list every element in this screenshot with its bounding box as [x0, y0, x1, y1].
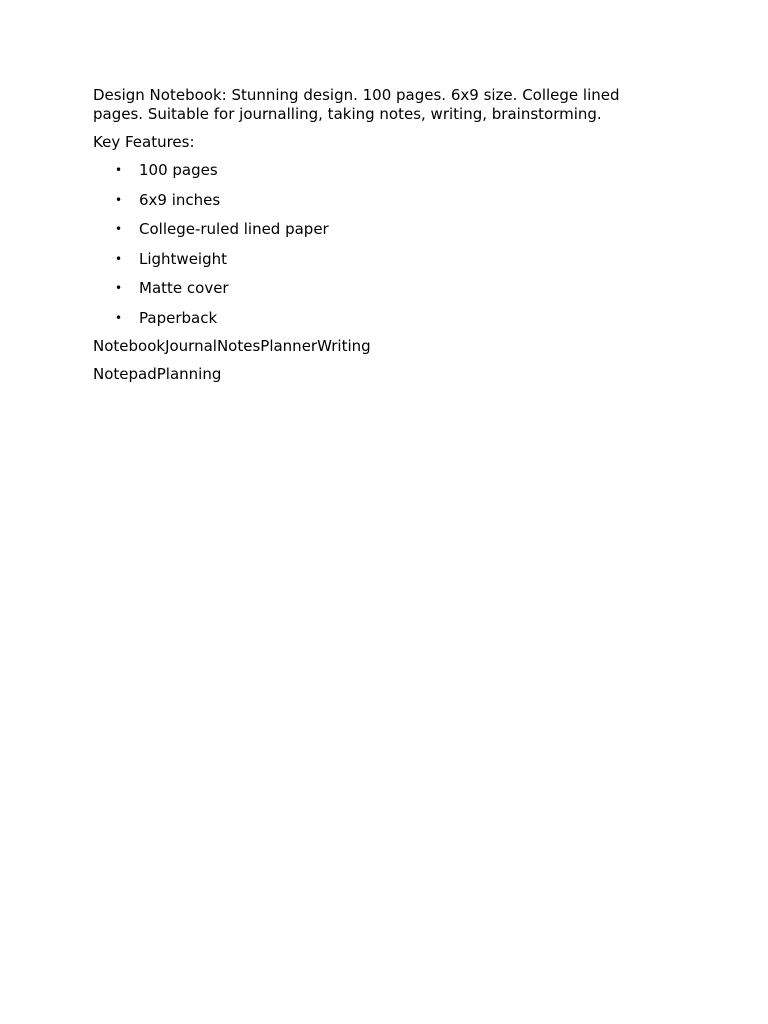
- bullet-icon: •: [115, 281, 123, 295]
- bullet-icon: •: [115, 251, 123, 266]
- product-description: [93, 86, 653, 384]
- features-heading: Key Features:: [93, 133, 195, 151]
- feature-label: 100 pages: [139, 161, 218, 179]
- feature-item: [93, 191, 653, 210]
- feature-item: [93, 309, 653, 328]
- tags-line: NotepadPlanning: [93, 365, 222, 383]
- feature-label: Matte cover: [139, 279, 229, 297]
- features-list: [93, 161, 653, 328]
- feature-label: Lightweight: [139, 249, 228, 268]
- feature-label: Paperback: [139, 308, 218, 327]
- bullet-icon: •: [115, 222, 123, 236]
- feature-item: [93, 279, 653, 298]
- feature-item: [93, 161, 653, 180]
- feature-label: 6x9 inches: [139, 190, 221, 209]
- description-text: Design Notebook: Stunning design. 100 pages. 6x9 size. College lined pages. Suitable for journalling, taking notes, writing, brainstorming.: [93, 86, 620, 123]
- feature-item: [93, 250, 653, 269]
- feature-label: College-ruled lined paper: [139, 220, 329, 238]
- bullet-icon: •: [115, 163, 123, 177]
- bullet-icon: •: [115, 310, 123, 325]
- feature-item: [93, 220, 653, 239]
- bullet-icon: •: [115, 192, 123, 207]
- tags-line: NotebookJournalNotesPlannerWriting: [93, 337, 371, 355]
